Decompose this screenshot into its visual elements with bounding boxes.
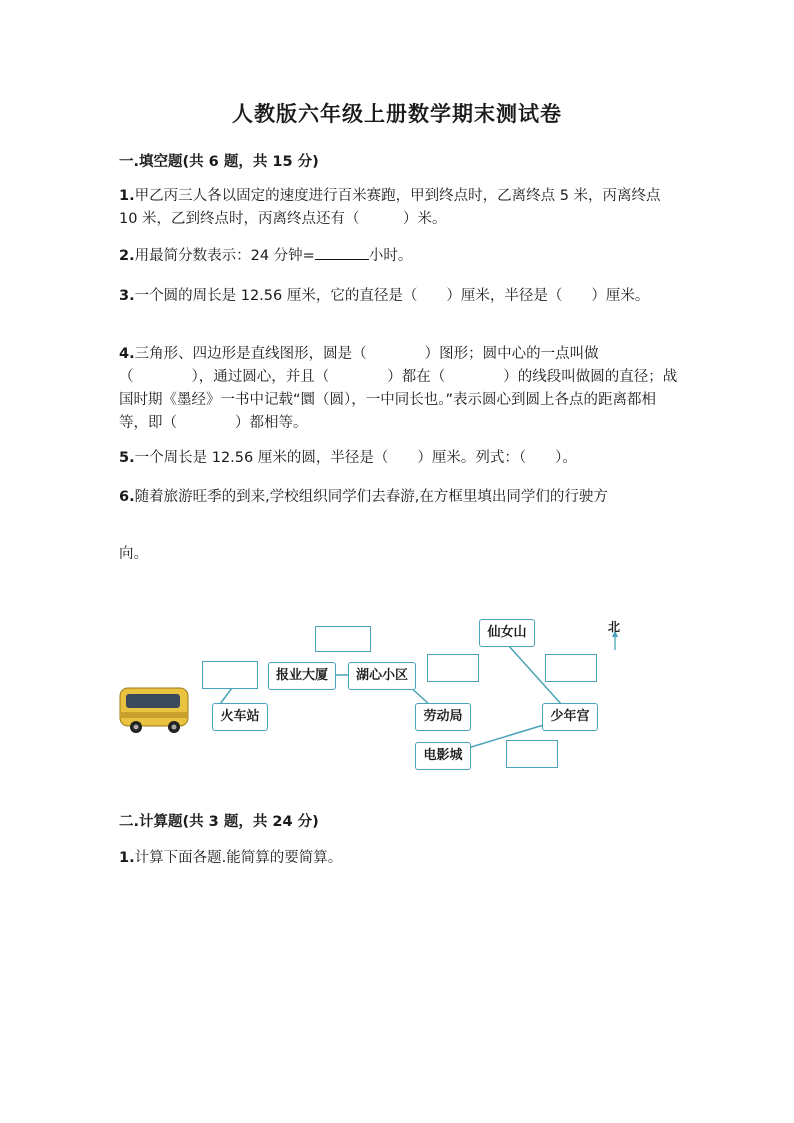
direction-answer-box[interactable] <box>427 654 479 682</box>
line-baoye-huoche <box>220 688 232 704</box>
question-text-line2: 向。 <box>119 546 148 562</box>
question-number: 5. <box>119 450 135 466</box>
place-dianying: 电影城 <box>415 742 471 770</box>
calc-question-1 <box>119 847 679 870</box>
direction-answer-box[interactable] <box>506 740 558 768</box>
question-text: 一个圆的周长是 12.56 厘米，它的直径是（ ）厘米，半径是（ ）厘米。 <box>134 288 650 304</box>
question-text: 三角形、四边形是直线图形，圆是（ ）图形；圆中心的一点叫做（ ），通过圆心，并且（ ）都在（ ）的线段叫做圆的直径；战国时期《墨经》一书中记载“圜（圆），一中同长也。”表示圆心到圆上各点的距离都相等，即（ ）都相等。 <box>119 346 678 431</box>
question-1 <box>119 185 679 231</box>
question-text-after: 小时。 <box>368 248 413 264</box>
section-fill-blank-heading: 一.填空题(共 6 题，共 15 分) <box>119 154 319 170</box>
question-text-line1: 随着旅游旺季的到来,学校组织同学们去春游,在方框里填出同学们的行驶方 <box>134 489 608 505</box>
place-huoche: 火车站 <box>212 703 268 731</box>
route-lines <box>110 600 670 800</box>
place-laodong: 劳动局 <box>415 703 471 731</box>
question-5 <box>119 447 679 470</box>
question-6-continued <box>119 543 679 566</box>
question-6 <box>119 486 679 509</box>
question-text: 计算下面各题.能简算的要简算。 <box>134 850 343 866</box>
section-calculation-heading: 二.计算题(共 3 题，共 24 分) <box>119 814 319 830</box>
question-2 <box>119 245 679 268</box>
question-number: 1. <box>119 850 135 866</box>
direction-answer-box[interactable] <box>315 626 371 652</box>
direction-answer-box[interactable] <box>202 661 258 689</box>
question-number: 6. <box>119 489 135 505</box>
bus-icon <box>120 688 188 733</box>
place-shaonian: 少年宫 <box>542 703 598 731</box>
direction-answer-box[interactable] <box>545 654 597 682</box>
place-huxin: 湖心小区 <box>348 662 416 690</box>
question-text: 用最简分数表示：24 分钟= <box>134 248 315 264</box>
page-title: 人教版六年级上册数学期末测试卷 <box>232 101 562 126</box>
place-xiannv: 仙女山 <box>479 619 535 647</box>
question-number: 4. <box>119 346 135 362</box>
place-baoye: 报业大厦 <box>268 662 336 690</box>
question-text: 一个周长是 12.56 厘米的圆，半径是（ ）厘米。列式：（ ）。 <box>134 450 577 466</box>
question-4 <box>119 343 679 435</box>
question-text: 甲乙丙三人各以固定的速度进行百米赛跑，甲到终点时，乙离终点 5 米，丙离终点 10 米，乙到终点时，丙离终点还有（ ）米。 <box>119 188 661 227</box>
question-number: 3. <box>119 288 135 304</box>
answer-blank[interactable] <box>315 245 369 260</box>
question-3 <box>119 285 679 308</box>
north-label: 北 <box>608 620 621 634</box>
route-diagram <box>110 600 670 800</box>
question-number: 1. <box>119 188 135 204</box>
question-number: 2. <box>119 248 135 264</box>
